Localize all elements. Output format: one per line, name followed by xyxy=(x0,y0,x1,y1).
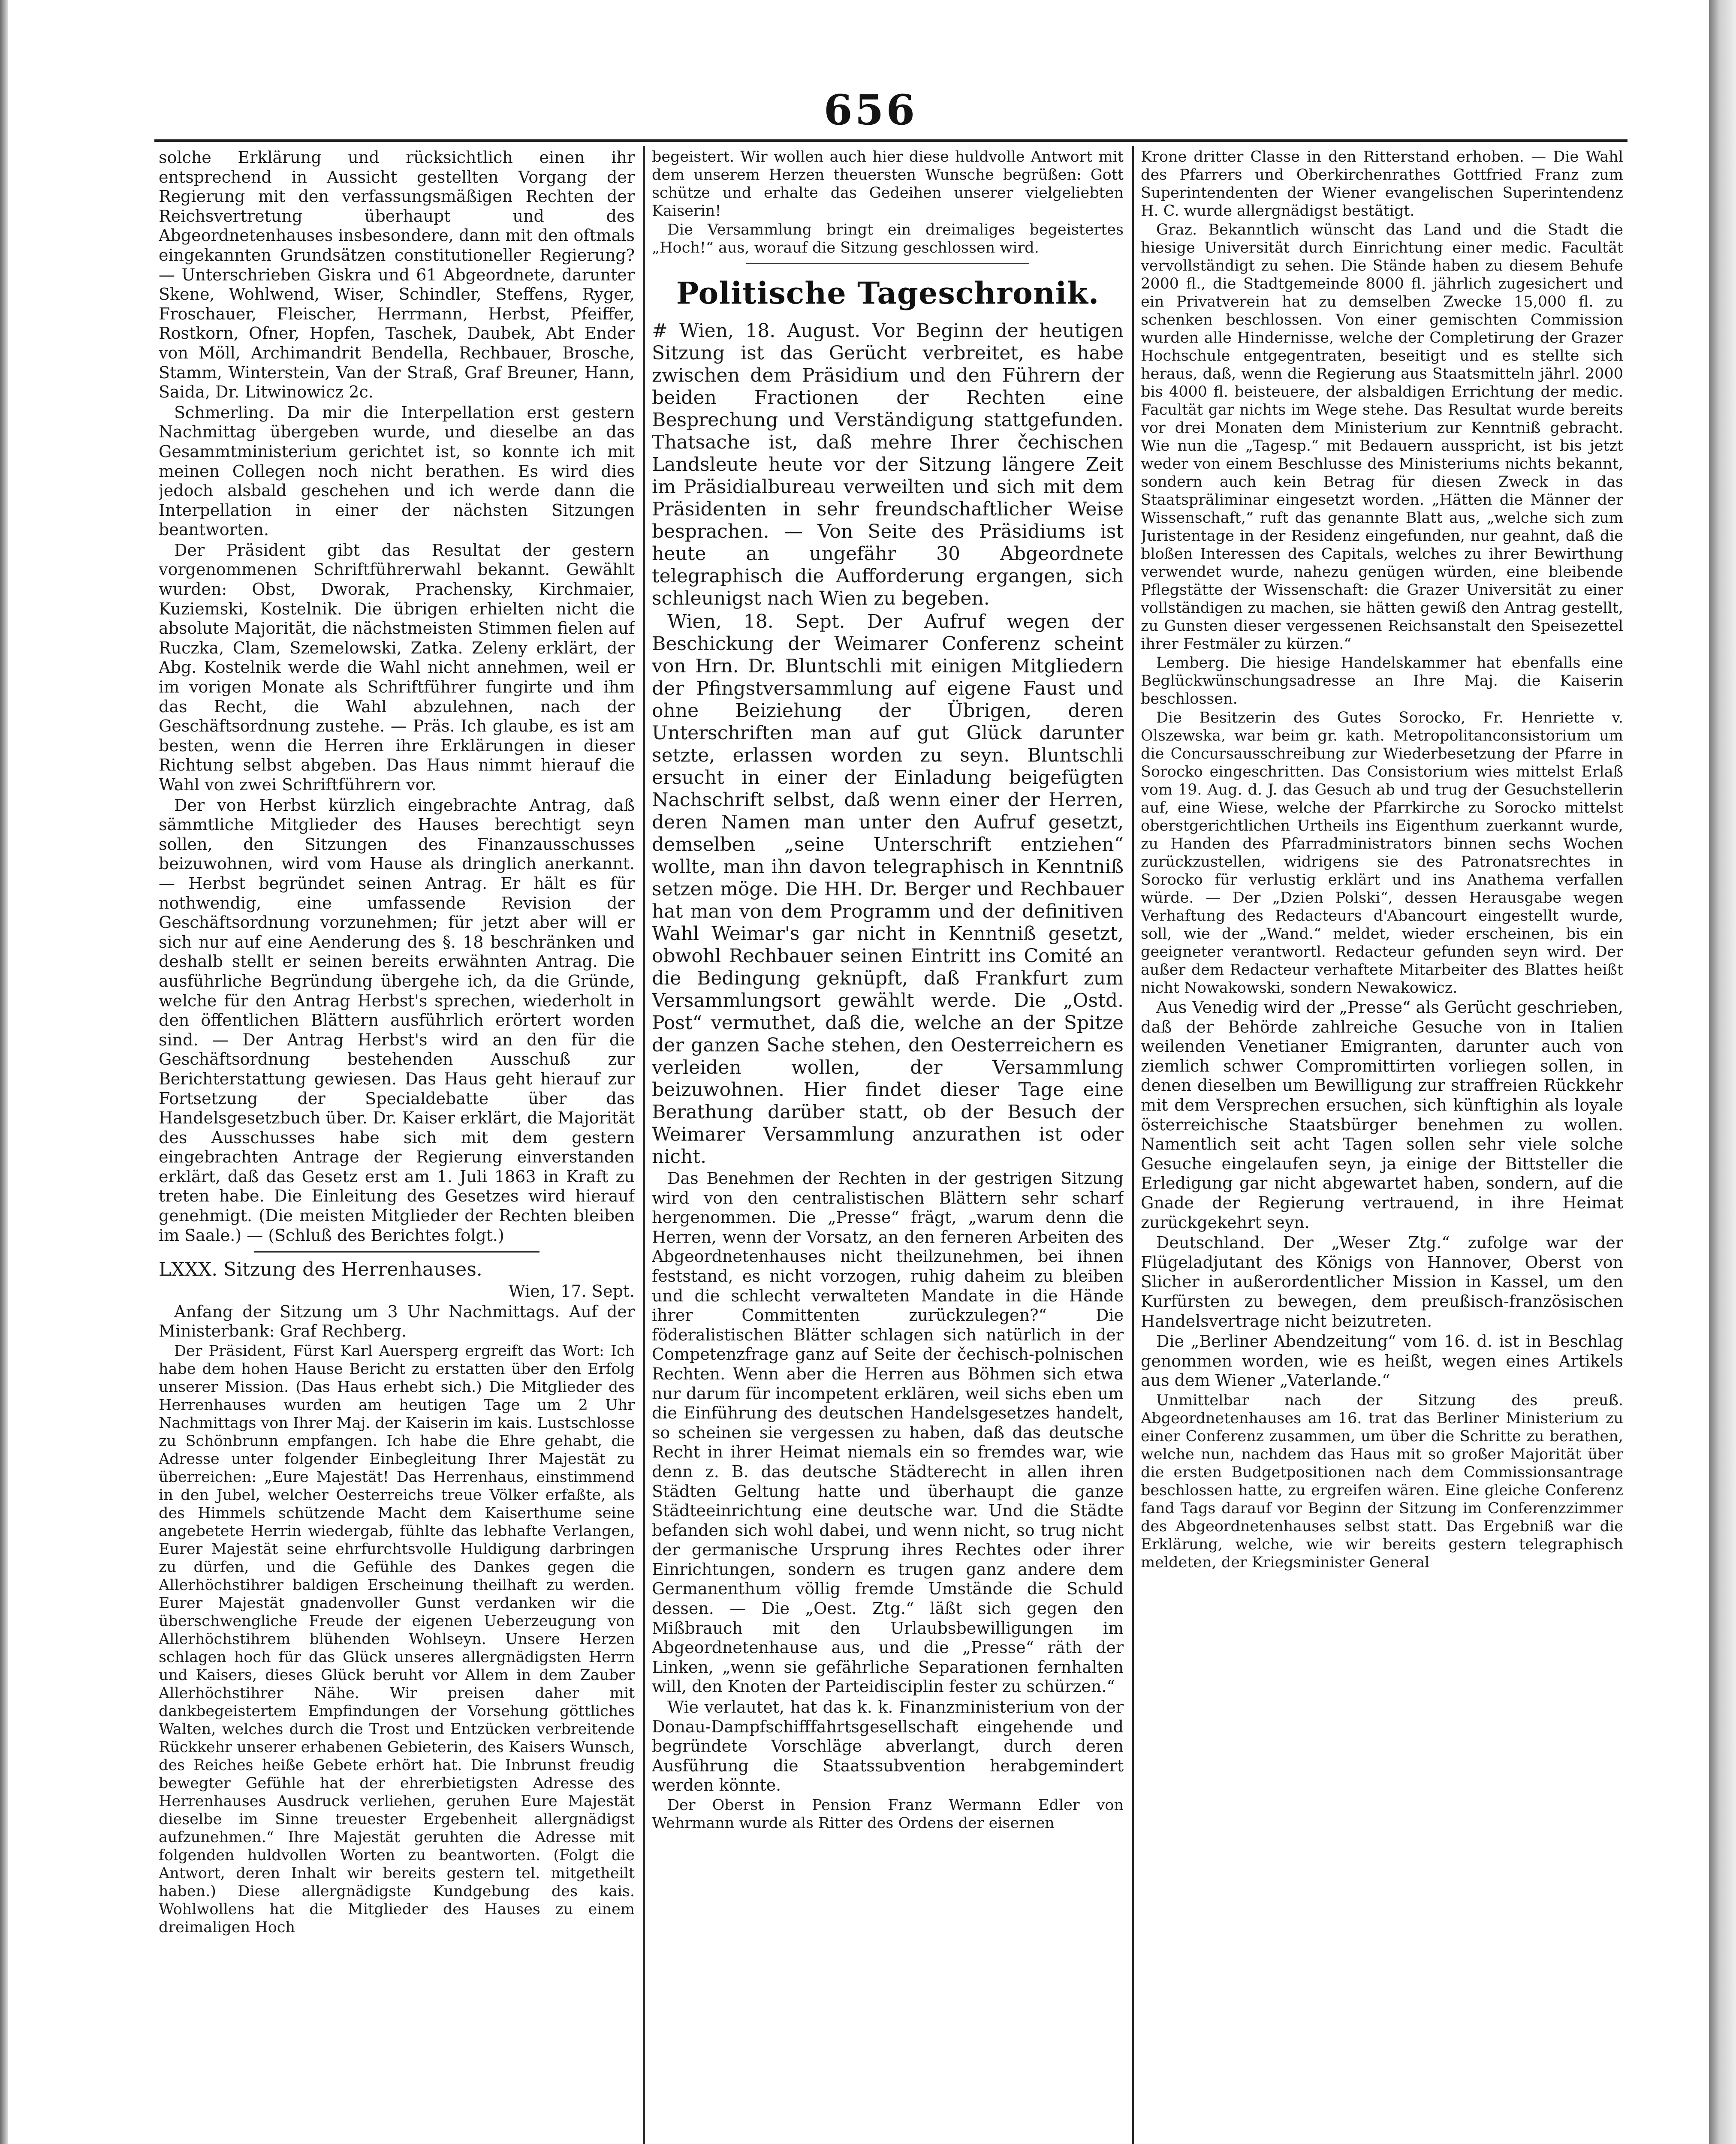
article-paragraph: Die Versammlung bringt ein dreimaliges begeistertes „Hoch!“ aus, worauf die Sitzung geschlossen wird. xyxy=(652,221,1124,256)
article-paragraph: Der Präsident, Fürst Karl Auersperg ergreift das Wort: Ich habe dem hohen Hause Bericht zu erstatten über den Erfolg unserer Mission. (Das Haus erhebt sich.) Die Mitglieder des Herrenhauses wurden am heutigen Tage um 2 Uhr Nachmittags von Ihrer Maj. der Kaiserin im kais. Lustschlosse zu Schönbrunn empfangen. Ich habe die Ehre gehabt, die Adresse unter folgender Einbegleitung Ihrer Majestät zu überreichen: „Eure Majestät! Das Herrenhaus, einstimmend in den Jubel, welcher Oesterreichs treue Völker erfaßte, als des Himmels schützende Macht dem Kaiserthume seine angebetete Herrin wiedergab, fühlte das lebhafte Verlangen, Eurer Majestät seine ehrfurchtsvolle Huldigung darbringen zu dürfen, und die Gefühle des Dankes gegen die Allerhöchstihrer baldigen Erscheinung theilhaft zu werden. Eurer Majestät gnadenvoller Gunst verdanken wir die überschwengliche Freude der eigenen Ueberzeugung von Allerhöchstihrem blühenden Wohlseyn. Unsere Herzen schlagen hoch für das Glück unseres allergnädigsten Herrn und Kaisers, dieses Glück beruht vor Allem in dem Zauber Allerhöchstihrer Nähe. Wir preisen daher mit dankbegeistertem Empfindungen der Vorsehung göttliches Walten, welches durch die Trost und Entzücken verbreitende Rückkehr unserer erhabenen Gebieterin, des Kaisers Wunsch, des Reiches heiße Gebete erhört hat. Die Inbrunst freudig bewegter Gefühle hat der ehrerbietigsten Adresse des Herrenhauses Ausdruck verliehen, geruhen Eure Majestät dieselbe im Sinne treuester Ergebenheit allergnädigst aufzunehmen.“ Ihre Majestät geruhten die Adresse mit folgenden huldvollen Worten zu beantworten. (Folgt die Antwort, deren Inhalt wir bereits gestern tel. mitgetheilt haben.) Diese allergnädigste Kundgebung des kais. Wohlwollens hat die Mitglieder des Hauses zu einem dreimaligen Hoch xyxy=(159,1343,635,1936)
article-paragraph: Der Oberst in Pension Franz Wermann Edler von Wehrmann wurde als Ritter des Ordens der eisernen xyxy=(652,1797,1124,1832)
column-2 xyxy=(652,148,1124,2144)
article-paragraph: Unmittelbar nach der Sitzung des preuß. Abgeordnetenhauses am 16. trat das Berliner Ministerium zu einer Conferenz zusammen, um über die Schritte zu berathen, welche nun, nachdem das Haus mit so großer Majorität über die ersten Budgetpositionen nach dem Commissionsantrage beschlossen hatte, zu ergreifen wären. Eine gleiche Conferenz fand Tags darauf vor Beginn der Sitzung im Conferenzzimmer des Abgeordnetenhauses selbst statt. Das Ergebniß war die Erklärung, welche, wie wir bereits gestern telegraphisch meldeten, der Kriegsminister General xyxy=(1141,1391,1623,1571)
article-paragraph: Deutschland. Der „Weser Ztg.“ zufolge war der Flügeladjutant des Königs von Hannover, Oberst von Slicher in außerordentlicher Mission in Kassel, um den Kurfürsten zu bewegen, dem preußisch-französischen Handelsvertrage nicht beizutreten. xyxy=(1141,1233,1623,1331)
section-title: Politische Tageschronik. xyxy=(676,275,1100,311)
page-number: 656 xyxy=(823,86,918,134)
column-divider xyxy=(1132,146,1134,2144)
column-3 xyxy=(1141,148,1623,2144)
scan-edge-left xyxy=(0,0,8,2144)
dateline: Wien, 17. Sept. xyxy=(508,1282,635,1301)
session-heading: LXXX. Sitzung des Herrenhauses. xyxy=(159,1259,482,1281)
article-paragraph: Der von Herbst kürzlich eingebrachte Antrag, daß sämmtliche Mitglieder des Hauses berechtigt seyn sollen, den Sitzungen des Finanzausschusses beizuwohnen, wird vom Hause als dringlich anerkannt. — Herbst begründet seinen Antrag. Er hält es für nothwendig, eine umfassende Revision der Geschäftsordnung vorzunehmen; für jetzt aber will er sich nur auf eine Aenderung des §. 18 beschränken und deshalb stellt er seinen bereits erwähnten Antrag. Die ausführliche Begründung übergehe ich, da die Gründe, welche für den Antrag Herbst's sprechen, wiederholt in den öffentlichen Blättern ausführlich erörtert worden sind. — Der Antrag Herbst's wird an den für die Geschäftsordnung bestehenden Ausschuß zur Berichterstattung gewiesen. Das Haus geht hierauf zur Fortsetzung der Specialdebatte über das Handelsgesetzbuch über. Dr. Kaiser erklärt, die Majorität des Ausschusses habe sich mit dem gestern eingebrachten Antrage der Regierung einverstanden erklärt, daß das Gesetz erst am 1. Juli 1863 in Kraft zu treten habe. Die Einleitung des Gesetzes wird hierauf genehmigt. (Die meisten Mitglieder der Rechten bleiben im Saale.) — (Schluß des Berichtes folgt.) xyxy=(159,795,635,1245)
article-paragraph: Lemberg. Die hiesige Handelskammer hat ebenfalls eine Beglückwünschungsadresse an Ihre Maj. die Kaiserin beschlossen. xyxy=(1141,654,1623,708)
article-paragraph: Wie verlautet, hat das k. k. Finanzministerium von der Donau-Dampfschifffahrtsgesellschaft eingehende und begründete Vorschläge abverlangt, durch deren Ausführung die Staatssubvention herabgemindert werden könnte. xyxy=(652,1698,1124,1795)
article-paragraph: Anfang der Sitzung um 3 Uhr Nachmittags. Auf der Ministerbank: Graf Rechberg. xyxy=(159,1302,635,1341)
article-paragraph: Der Präsident gibt das Resultat der gestern vorgenommenen Schriftführerwahl bekannt. Gewählt wurden: Obst, Dworak, Prachensky, Kirchmaier, Kuziemski, Kostelnik. Die übrigen erhielten nicht die absolute Majorität, die nächstmeisten Stimmen fielen auf Ruczka, Clam, Szemelowski, Zatka. Zeleny erklärt, der Abg. Kostelnik werde die Wahl nicht annehmen, weil er im vorigen Monate als Schriftführer fungirte und ihm das Recht, die Wahl abzulehnen, nach der Geschäftsordnung zustehe. — Präs. Ich glaube, es ist am besten, wenn die Herren ihre Erklärungen in dieser Richtung selbst abgeben. Das Haus nimmt hierauf die Wahl von zwei Schriftführern vor. xyxy=(159,540,635,794)
scan-edge-right xyxy=(1709,0,1736,2144)
top-rule xyxy=(154,139,1628,142)
article-paragraph: # Wien, 18. August. Vor Beginn der heutigen Sitzung ist das Gerücht verbreitet, es habe zwischen dem Präsidium und den Führern der beiden Fractionen der Rechten eine Besprechung und Verständigung stattgefunden. Thatsache ist, daß mehre Ihrer čechischen Landsleute heute vor der Sitzung längere Zeit im Präsidialbureau verweilten und sich mit dem Präsidenten in sehr freundschaftlicher Weise besprachen. — Von Seite des Präsidiums ist heute an ungefähr 30 Abgeordnete telegraphisch die Aufforderung ergangen, sich schleunigst nach Wien zu begeben. xyxy=(652,320,1124,609)
article-paragraph: Krone dritter Classe in den Ritterstand erhoben. — Die Wahl des Pfarrers und Oberkirchenrathes Gottfried Franz zum Superintendenten der Wiener evangelischen Superintendenz H. C. wurde allergnädigst bestätigt. xyxy=(1141,148,1623,220)
article-paragraph: Aus Venedig wird der „Presse“ als Gerücht geschrieben, daß der Behörde zahlreiche Gesuche von in Italien weilenden Venetianer Emigranten, darunter auch von ziemlich schwer Compromittirten vorliegen sollen, in denen dieselben um Bewilligung zur straffreien Rückkehr mit dem Versprechen ersuchen, sich künftighin als loyale österreichische Staatsbürger benehmen zu wollen. Namentlich seit acht Tagen sollen sehr viele solche Gesuche eingelaufen seyn, ja einige der Bittsteller die Erledigung gar nicht abgewartet haben, sondern, auf die Gnade der Regierung vertrauend, in ihre Heimat zurückgekehrt seyn. xyxy=(1141,998,1623,1232)
article-paragraph: begeistert. Wir wollen auch hier diese huldvolle Antwort mit dem unserem Herzen theuersten Wunsche begrüßen: Gott schütze und erhalte das Gedeihen unserer vielgeliebten Kaiserin! xyxy=(652,148,1124,220)
article-paragraph: Graz. Bekanntlich wünscht das Land und die Stadt die hiesige Universität durch Einrichtung einer medic. Facultät vervollständigt zu sehen. Die Stände haben zu diesem Behufe 2000 fl., die Stadtgemeinde 8000 fl. jährlich zugesichert und ein Privatverein hat zu demselben Zwecke 15,000 fl. zu schenken beschlossen. Von einer gemischten Commission wurden alle Hindernisse, welche der Completirung der Grazer Hochschule entgegentraten, beseitigt und es stellte sich heraus, daß, wenn die Regierung aus Staatsmitteln jährl. 2000 bis 4000 fl. beisteuere, der alsbaldigen Errichtung der medic. Facultät gar nichts im Wege stehe. Das Resultat wurde bereits vor drei Monaten dem Ministerium zur Kenntniß gebracht. Wie nun die „Tagesp.“ mit Bedauern ausspricht, ist bis jetzt weder von einem Beschlusse des Ministeriums nichts bekannt, sondern auch kein Betrag für diesen Zweck in das Staatspräliminar eingesetzt worden. „Hätten die Männer der Wissenschaft,“ ruft das genannte Blatt aus, „welche sich zum Juristentage in der Residenz eingefunden, nur geahnt, daß die bloßen Interessen des Capitals, welches zu ihrer Bewirthung verwendet wurde, nahezu genügen würden, eine bleibende Pflegstätte der Wissenschaft: die Grazer Universität zu einer vollständigen zu machen, sie hätten gewiß den Antrag gestellt, zu Gunsten dieser vergessenen Reichsanstalt den Speisezettel ihrer Festmäler zu kürzen.“ xyxy=(1141,221,1623,653)
article-paragraph: Die „Berliner Abendzeitung“ vom 16. d. ist in Beschlag genommen worden, wie es heißt, wegen eines Artikels aus dem Wiener „Vaterlande.“ xyxy=(1141,1332,1623,1390)
column-1 xyxy=(159,148,635,2144)
article-paragraph: Das Benehmen der Rechten in der gestrigen Sitzung wird von den centralistischen Blättern sehr scharf hergenommen. Die „Presse“ frägt, „warum denn die Herren, wenn der Vorsatz, an den ferneren Arbeiten des Abgeordnetenhauses nicht theilzunehmen, bei ihnen feststand, es nicht vorzogen, ruhig daheim zu bleiben und die schlecht verwalteten Mandate in die Hände ihrer Committenten zurückzulegen?“ Die föderalistischen Blätter schlagen sich natürlich in der Competenzfrage ganz auf Seite der čechisch-polnischen Rechten. Wenn aber die Herren aus Böhmen sich etwa nur darum für incompetent erklären, weil sichs eben um die Einführung des deutschen Handelsgesetzes handelt, so scheinen sie vergessen zu haben, daß das deutsche Recht in ihrer Heimat niemals ein so fremdes war, wie denn z. B. das deutsche Städterecht in allen ihren Städten Geltung hatte und überhaupt die ganze Städteeinrichtung eine deutsche war. Und die Städte befanden sich wohl dabei, und wenn nicht, so trug nicht der germanische Ursprung ihres Rechtes oder ihrer Einrichtungen, sondern es trugen ganz andere dem Germanenthum völlig fremde Umstände die Schuld dessen. — Die „Oest. Ztg.“ läßt sich gegen den Mißbrauch mit den Urlaubsbewilligungen im Abgeordnetenhause aus, und die „Presse“ räth der Linken, „wenn sie gefährliche Separationen fernhalten will, den Knoten der Parteidisciplin fester zu schürzen.“ xyxy=(652,1169,1124,1696)
column-divider xyxy=(643,146,645,2144)
article-paragraph: Schmerling. Da mir die Interpellation erst gestern Nachmittag übergeben wurde, und dieselbe an das Gesammtministerium gerichtet ist, so konnte ich mit meinen Collegen noch nicht berathen. Es wird dies jedoch alsbald geschehen und ich werde dann die Interpellation in einer der nächsten Sitzungen beantworten. xyxy=(159,403,635,539)
article-paragraph: Die Besitzerin des Gutes Sorocko, Fr. Henriette v. Olszewska, war beim gr. kath. Metropolitanconsistorium um die Concursausschreibung zur Wiederbesetzung der Pfarre in Sorocko eingeschritten. Das Consistorium wies mittelst Erlaß vom 19. Aug. d. J. das Gesuch ab und trug der Gesuchstellerin auf, eine Wiese, welche der Pfarrkirche zu Sorocko mittelst oberstgerichtlichen Urtheils ins Eigenthum zuerkannt wurde, zu Handen des Pfarradministrators binnen sechs Wochen zurückzustellen, widrigens sie des Patronatsrechtes in Sorocko für verlustig erklärt und ins Anathema verfallen würde. — Der „Dzien Polski“, dessen Herausgabe wegen Verhaftung des Redacteurs d'Abancourt eingestellt wurde, soll, wie der „Wand.“ meldet, wieder erscheinen, bis ein geeigneter verantwortl. Redacteur gefunden seyn wird. Der außer dem Redacteur verhaftete Mitarbeiter des Blattes heißt nicht Nowakowski, sondern Newakowicz. xyxy=(1141,709,1623,997)
article-paragraph: solche Erklärung und rücksichtlich einen ihr entsprechend in Aussicht gestellten Vorgang der Regierung mit den verfassungsmäßigen Rechten der Reichsvertretung überhaupt und des Abgeordnetenhauses insbesondere, dann mit den oftmals eingekannten Grundsätzen constitutioneller Regierung? — Unterschrieben Giskra und 61 Abgeordnete, darunter Skene, Wohlwend, Wiser, Schindler, Steffens, Ryger, Froschauer, Fleischer, Herrmann, Herbst, Pfeiffer, Rostkorn, Ofner, Hopfen, Taschek, Daubek, Abt Ender von Möll, Archimandrit Bendella, Rechbauer, Brosche, Stamm, Winterstein, Van der Straß, Graf Breuner, Hann, Saida, Dr. Litwinowicz 2c. xyxy=(159,148,635,402)
separator-rule xyxy=(746,263,1029,264)
article-paragraph: Wien, 18. Sept. Der Aufruf wegen der Beschickung der Weimarer Conferenz scheint von Hrn. Dr. Bluntschli mit einigen Mitgliedern der Pfingstversammlung auf eigene Faust und ohne Beiziehung der Übrigen, deren Unterschriften man auf gut Glück darunter setzte, erlassen worden zu seyn. Bluntschli ersucht in einer der Einladung beigefügten Nachschrift selbst, daß wenn einer der Herren, deren Namen man unter den Aufruf gesetzt, demselben „seine Unterschrift entziehen“ wollte, man ihn davon telegraphisch in Kenntniß setzen möge. Die HH. Dr. Berger und Rechbauer hat man von dem Programm und der definitiven Wahl Weimar's gar nicht in Kenntniß gesetzt, obwohl Rechbauer seinen Eintritt ins Comité an die Bedingung geknüpft, daß Frankfurt zum Versammlungsort gewählt werde. Die „Ostd. Post“ vermuthet, daß die, welche an der Spitze der ganzen Sache stehen, den Oesterreichern es verleiden wollen, der Versammlung beizuwohnen. Hier findet dieser Tage eine Berathung darüber statt, ob der Besuch der Weimarer Versammlung anzurathen ist oder nicht. xyxy=(652,611,1124,1168)
separator-rule xyxy=(254,1251,539,1253)
